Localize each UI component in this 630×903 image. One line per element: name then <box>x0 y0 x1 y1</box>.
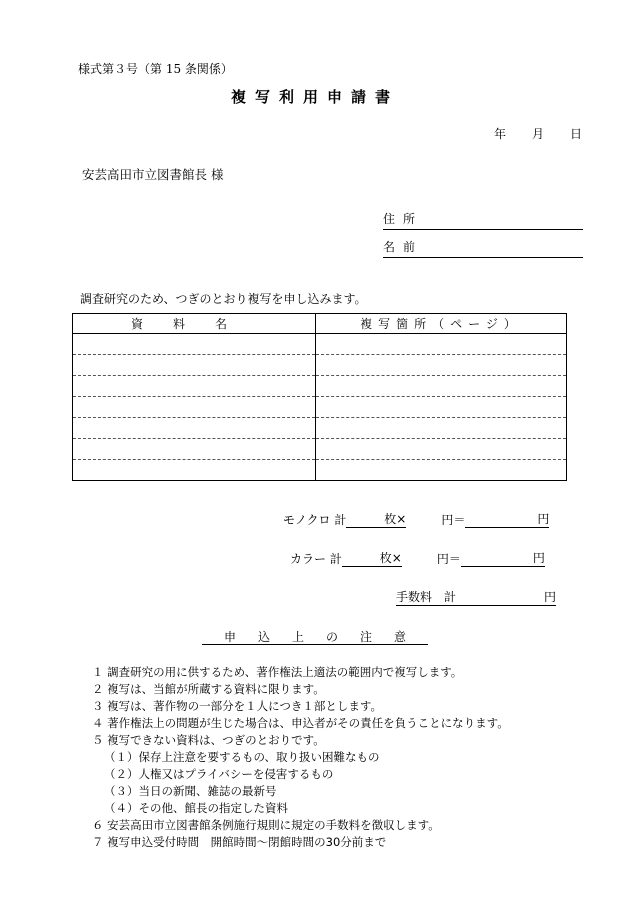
recipient: 安芸高田市立図書館長 様 <box>82 167 224 182</box>
copy-pages-cell[interactable] <box>316 355 567 376</box>
note-item: ５ 複写できない資料は、つぎのとおりです。 <box>92 733 325 747</box>
color-calc-line <box>290 549 545 567</box>
note-item: （２）人権又はプライバシーを侵害するもの <box>104 767 334 781</box>
color-sheets-field[interactable]: 枚× <box>342 549 402 567</box>
mono-sheets-field[interactable]: 枚× <box>346 510 406 528</box>
table-row <box>73 418 567 439</box>
copy-pages-cell[interactable] <box>316 418 567 439</box>
fee-total-line[interactable] <box>396 588 556 606</box>
copy-pages-cell[interactable] <box>316 376 567 397</box>
material-name-cell[interactable] <box>73 460 316 481</box>
note-item: ２ 複写は、当館が所蔵する資料に限ります。 <box>92 682 325 696</box>
fee-yen: 円 <box>543 590 556 604</box>
material-name-cell[interactable] <box>73 376 316 397</box>
mono-unit-price-field[interactable]: 円＝ <box>441 513 466 527</box>
mono-total-field[interactable]: 円 <box>465 510 549 528</box>
address-label: 住所 <box>383 212 424 226</box>
notes-heading: 申込上の注意 <box>0 628 630 645</box>
date-day: 日 <box>569 127 582 141</box>
note-item: （３）当日の新聞、雑誌の最新号 <box>104 784 277 798</box>
note-item: （４）その他、館長の指定した資料 <box>104 801 288 815</box>
mono-label: モノクロ 計 <box>283 513 347 527</box>
table-row <box>73 439 567 460</box>
material-name-cell[interactable] <box>73 418 316 439</box>
note-item: ４ 著作権法上の問題が生じた場合は、申込者がその責任を負うことになります。 <box>92 716 509 730</box>
name-field[interactable] <box>383 238 583 258</box>
table-header-row <box>73 314 567 334</box>
form-number: 様式第３号（第 15 条関係） <box>78 62 233 76</box>
header-copy-pages: 複写箇所（ページ） <box>316 314 567 334</box>
table-row <box>73 334 567 355</box>
copy-pages-cell[interactable] <box>316 397 567 418</box>
color-unit-price-field[interactable]: 円＝ <box>436 552 461 566</box>
intro-text: 調査研究のため、つぎのとおり複写を申し込みます。 <box>80 292 367 306</box>
material-name-cell[interactable] <box>73 355 316 376</box>
copy-pages-cell[interactable] <box>316 439 567 460</box>
address-field[interactable] <box>383 210 583 230</box>
table-row <box>73 355 567 376</box>
mono-calc-line <box>283 510 549 528</box>
note-item: ３ 複写は、著作物の一部分を１人につき１部とします。 <box>92 699 383 713</box>
date-year: 年 <box>493 127 506 141</box>
table-row <box>73 460 567 481</box>
color-total-field[interactable]: 円 <box>461 549 545 567</box>
copy-items-table <box>72 313 567 481</box>
table-row <box>73 376 567 397</box>
name-label: 名前 <box>383 240 424 254</box>
note-item: ６ 安芸高田市立図書館条例施行規則に規定の手数料を徴収します。 <box>92 818 440 832</box>
material-name-cell[interactable] <box>73 439 316 460</box>
material-name-cell[interactable] <box>73 334 316 355</box>
fee-label: 手数料 計 <box>396 590 457 604</box>
note-item: ７ 複写申込受付時間 開館時間～閉館時間の30分前まで <box>92 835 387 849</box>
date-month: 月 <box>531 127 544 141</box>
date-line <box>494 125 582 142</box>
copy-pages-cell[interactable] <box>316 460 567 481</box>
note-item: （１）保存上注意を要するもの、取り扱い困難なもの <box>104 750 380 764</box>
notes-list <box>92 664 509 851</box>
header-material-name: 資料名 <box>73 314 316 334</box>
note-item: １ 調査研究の用に供するため、著作権法上適法の範囲内で複写します。 <box>92 665 463 679</box>
table-row <box>73 397 567 418</box>
copy-pages-cell[interactable] <box>316 334 567 355</box>
color-label: カラー 計 <box>290 552 342 566</box>
document-title: 複写利用申請書 <box>230 88 399 106</box>
material-name-cell[interactable] <box>73 397 316 418</box>
